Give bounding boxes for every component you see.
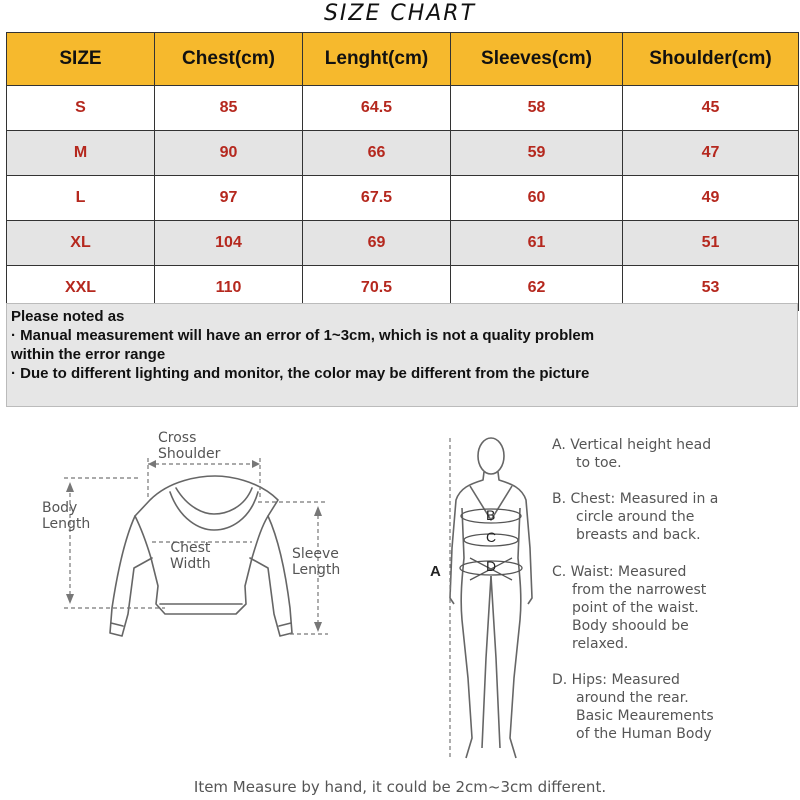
notes-panel	[6, 303, 798, 407]
label-line: Chest	[170, 540, 211, 556]
cell-length: 67.5	[303, 176, 451, 221]
cell-shoulder: 51	[623, 221, 799, 266]
legend-a	[552, 436, 711, 472]
cell-chest: 90	[155, 131, 303, 176]
label-line: Length	[292, 562, 341, 578]
notes-line: · Due to different lighting and monitor, the color may be different from the picture	[11, 365, 590, 382]
legend-d	[552, 671, 714, 743]
cross-shoulder-label	[158, 430, 220, 462]
label-line: Cross	[158, 430, 197, 446]
cell-length: 69	[303, 221, 451, 266]
legend-line: Body shoould be	[572, 618, 689, 634]
table-header-row	[7, 33, 799, 86]
cell-size: XXL	[7, 266, 155, 311]
cell-chest: 104	[155, 221, 303, 266]
cell-sleeves: 59	[451, 131, 623, 176]
size-chart-title: SIZE CHART	[323, 1, 477, 26]
notes-line: · Manual measurement will have an error of 1~3cm, which is not a quality problem	[11, 327, 595, 344]
legend-line: A. Vertical height head	[552, 437, 712, 453]
legend-c	[552, 563, 706, 653]
cell-shoulder: 45	[623, 86, 799, 131]
cell-chest: 85	[155, 86, 303, 131]
header-size: SIZE	[7, 33, 155, 86]
header-chest: Chest(cm)	[155, 33, 303, 86]
marker-a: A	[430, 563, 441, 580]
notes-heading: Please noted as	[11, 308, 125, 325]
footer-note: Item Measure by hand, it could be 2cm~3cm different.	[193, 778, 607, 796]
label-line: Length	[42, 516, 91, 532]
header-length: Lenght(cm)	[303, 33, 451, 86]
legend-line: to toe.	[576, 455, 622, 471]
cell-size: XL	[7, 221, 155, 266]
label-line: Shoulder	[158, 446, 221, 462]
measurement-diagram	[0, 408, 800, 800]
header-shoulder: Shoulder(cm)	[623, 33, 799, 86]
cell-length: 70.5	[303, 266, 451, 311]
legend-line: Basic Meaurements	[576, 708, 714, 724]
cell-length: 64.5	[303, 86, 451, 131]
cell-size: M	[7, 131, 155, 176]
header-sleeves: Sleeves(cm)	[451, 33, 623, 86]
marker-d: D	[486, 558, 497, 574]
cell-shoulder: 47	[623, 131, 799, 176]
legend-line: C. Waist: Measured	[552, 564, 687, 580]
legend-line: breasts and back.	[576, 527, 701, 543]
cell-chest: 97	[155, 176, 303, 221]
legend-line: relaxed.	[572, 636, 629, 652]
legend-line: of the Human Body	[576, 726, 712, 742]
cell-size: L	[7, 176, 155, 221]
cell-shoulder: 49	[623, 176, 799, 221]
label-line: Width	[170, 556, 211, 572]
cell-sleeves: 61	[451, 221, 623, 266]
cell-size: S	[7, 86, 155, 131]
legend-line: B. Chest: Measured in a	[552, 491, 719, 507]
table-row	[7, 131, 799, 176]
chest-width-label	[170, 540, 211, 572]
table-row	[7, 86, 799, 131]
label-line: Sleeve	[292, 546, 339, 562]
legend-line: point of the waist.	[572, 600, 699, 616]
legend-line: from the narrowest	[572, 582, 707, 598]
cell-chest: 110	[155, 266, 303, 311]
marker-b: B	[486, 507, 496, 523]
cell-sleeves: 58	[451, 86, 623, 131]
table-row	[7, 221, 799, 266]
table-row	[7, 176, 799, 221]
cell-sleeves: 60	[451, 176, 623, 221]
cell-sleeves: 62	[451, 266, 623, 311]
label-line: Body	[42, 500, 78, 516]
body-length-label	[42, 500, 90, 532]
cell-length: 66	[303, 131, 451, 176]
size-table	[6, 32, 799, 311]
legend-line: around the rear.	[576, 690, 689, 706]
legend-b	[552, 490, 718, 544]
legend-line: D. Hips: Measured	[552, 672, 680, 688]
notes-line: within the error range	[11, 346, 166, 363]
marker-c: C	[486, 529, 497, 545]
sleeve-length-label	[292, 546, 340, 578]
legend-line: circle around the	[576, 509, 695, 525]
cell-shoulder: 53	[623, 266, 799, 311]
